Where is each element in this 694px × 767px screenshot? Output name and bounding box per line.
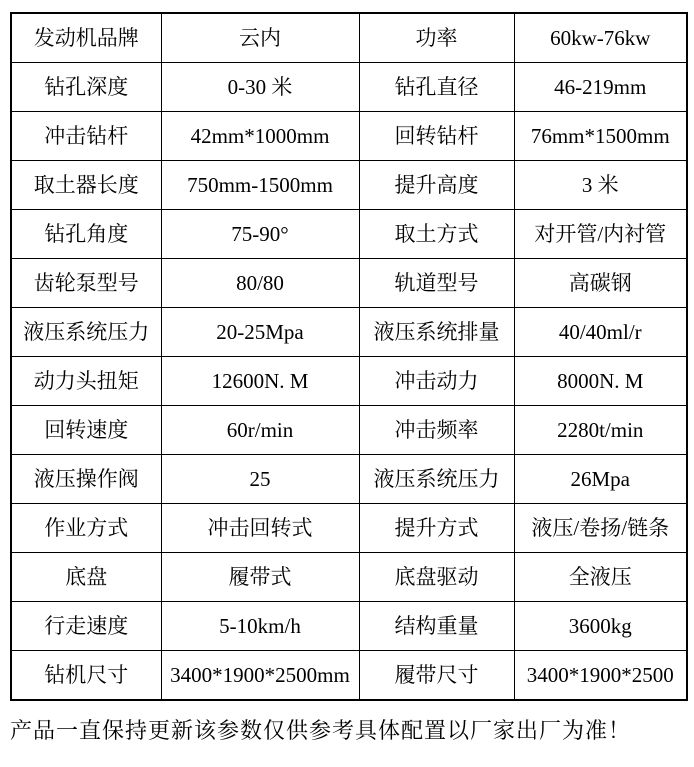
spec-value: 75-90° <box>161 210 359 259</box>
spec-label: 提升方式 <box>359 504 514 553</box>
spec-value: 46-219mm <box>514 63 687 112</box>
spec-label: 底盘驱动 <box>359 553 514 602</box>
spec-label: 液压操作阀 <box>11 455 161 504</box>
spec-label: 轨道型号 <box>359 259 514 308</box>
table-row <box>11 161 687 210</box>
spec-value: 20-25Mpa <box>161 308 359 357</box>
spec-label: 冲击动力 <box>359 357 514 406</box>
spec-value: 3400*1900*2500mm <box>161 651 359 701</box>
spec-label: 齿轮泵型号 <box>11 259 161 308</box>
spec-label: 结构重量 <box>359 602 514 651</box>
spec-label: 取土方式 <box>359 210 514 259</box>
spec-label: 钻孔直径 <box>359 63 514 112</box>
spec-value: 云内 <box>161 13 359 63</box>
table-row <box>11 13 687 63</box>
spec-value: 冲击回转式 <box>161 504 359 553</box>
spec-label: 液压系统压力 <box>11 308 161 357</box>
spec-table-body <box>11 13 687 700</box>
spec-label: 履带尺寸 <box>359 651 514 701</box>
table-row <box>11 210 687 259</box>
spec-label: 冲击频率 <box>359 406 514 455</box>
table-row <box>11 259 687 308</box>
spec-value: 25 <box>161 455 359 504</box>
spec-label: 取土器长度 <box>11 161 161 210</box>
spec-value: 高碳钢 <box>514 259 687 308</box>
table-row <box>11 504 687 553</box>
spec-label: 钻孔深度 <box>11 63 161 112</box>
spec-label: 液压系统压力 <box>359 455 514 504</box>
spec-value: 3 米 <box>514 161 687 210</box>
table-row <box>11 308 687 357</box>
spec-value: 对开管/内衬管 <box>514 210 687 259</box>
spec-value: 40/40ml/r <box>514 308 687 357</box>
table-row <box>11 357 687 406</box>
table-row <box>11 406 687 455</box>
spec-label: 功率 <box>359 13 514 63</box>
spec-value: 60r/min <box>161 406 359 455</box>
spec-table <box>10 12 688 701</box>
spec-value: 8000N. M <box>514 357 687 406</box>
spec-label: 钻孔角度 <box>11 210 161 259</box>
spec-value: 3400*1900*2500 <box>514 651 687 701</box>
table-row <box>11 602 687 651</box>
spec-value: 液压/卷扬/链条 <box>514 504 687 553</box>
spec-value: 750mm-1500mm <box>161 161 359 210</box>
spec-value: 3600kg <box>514 602 687 651</box>
spec-label: 发动机品牌 <box>11 13 161 63</box>
spec-value: 0-30 米 <box>161 63 359 112</box>
footer-disclaimer: 产品一直保持更新该参数仅供参考具体配置以厂家出厂为准！ <box>10 718 632 743</box>
spec-value: 12600N. M <box>161 357 359 406</box>
spec-label: 冲击钻杆 <box>11 112 161 161</box>
table-row <box>11 63 687 112</box>
spec-label: 提升高度 <box>359 161 514 210</box>
spec-value: 全液压 <box>514 553 687 602</box>
spec-value: 26Mpa <box>514 455 687 504</box>
spec-value: 60kw-76kw <box>514 13 687 63</box>
spec-label: 底盘 <box>11 553 161 602</box>
spec-value: 履带式 <box>161 553 359 602</box>
spec-value: 5-10km/h <box>161 602 359 651</box>
spec-value: 2280t/min <box>514 406 687 455</box>
spec-label: 动力头扭矩 <box>11 357 161 406</box>
spec-label: 钻机尺寸 <box>11 651 161 701</box>
table-row <box>11 651 687 701</box>
table-row <box>11 553 687 602</box>
table-row <box>11 112 687 161</box>
spec-label: 液压系统排量 <box>359 308 514 357</box>
spec-label: 作业方式 <box>11 504 161 553</box>
spec-label: 回转钻杆 <box>359 112 514 161</box>
spec-value: 76mm*1500mm <box>514 112 687 161</box>
spec-label: 回转速度 <box>11 406 161 455</box>
spec-value: 80/80 <box>161 259 359 308</box>
spec-label: 行走速度 <box>11 602 161 651</box>
spec-value: 42mm*1000mm <box>161 112 359 161</box>
table-row <box>11 455 687 504</box>
